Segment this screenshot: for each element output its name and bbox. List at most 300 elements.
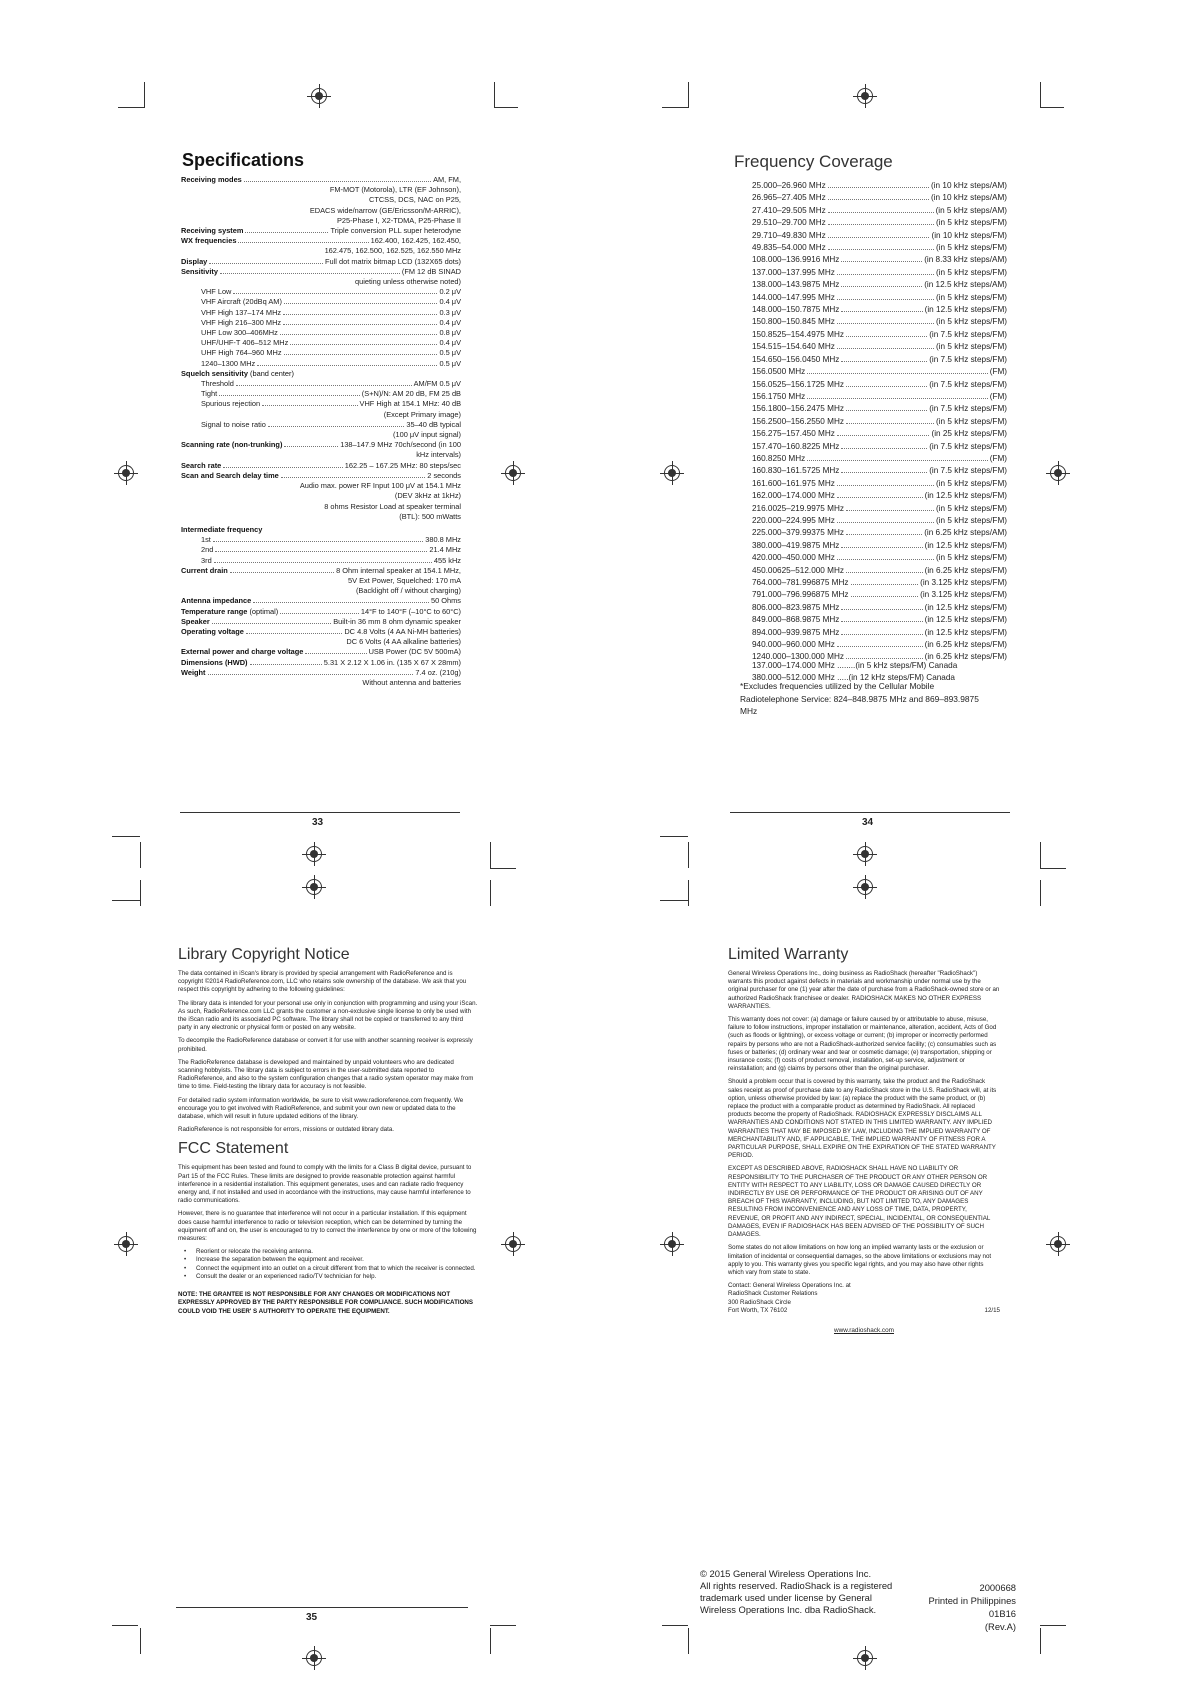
paragraph: RadioReference is not responsible for errors, missions or outdated library data. (178, 1126, 394, 1134)
spec-label: VHF High 137–174 MHz (201, 307, 282, 317)
dot-leader (245, 232, 328, 233)
dot-leader (846, 423, 934, 424)
dot-leader (212, 623, 331, 624)
registration-mark-icon (505, 1236, 521, 1252)
spec-continuation: 5V Ext Power, Squelched: 170 mA (348, 575, 461, 585)
dot-leader (841, 472, 927, 473)
crop-mark (140, 842, 141, 868)
spec-row (181, 369, 461, 379)
frequency-step: (in 5 kHz steps/FM) (936, 416, 1007, 426)
frequency-range: 148.000–150.7875 MHz (752, 305, 840, 315)
contact-line: RadioShack Customer Relations (728, 1290, 818, 1298)
frequency-row (752, 217, 1007, 229)
registration-mark-icon (311, 88, 327, 104)
frequency-row (752, 379, 1007, 391)
frequency-range: 144.000–147.995 MHz (752, 292, 835, 302)
spec-continuation: (BTL): 500 mWatts (399, 511, 461, 521)
spec-row (181, 257, 461, 267)
spec-label: WX frequencies (181, 236, 237, 246)
spec-label: 3rd (201, 555, 212, 565)
frequency-step: (in 25 kHz steps/FM) (931, 429, 1007, 439)
spec-continuation: CTCSS, DCS, NAC on P25, (368, 195, 461, 205)
frequency-step: (in 5 kHz steps/FM) (936, 218, 1007, 228)
frequency-step: (in 8.33 kHz steps/AM) (924, 255, 1007, 265)
frequency-range: 156.0500 MHz (752, 367, 806, 377)
frequency-range: 29.510–29.700 MHz (752, 218, 826, 228)
dot-leader (846, 336, 927, 337)
spec-value: DC 4.8 Volts (4 AA Ni-MH batteries) (344, 626, 461, 636)
fcc-body (178, 1164, 478, 1243)
spec-label: Search rate (181, 460, 222, 470)
frequency-range: 1240.000–1300.000 MHz (752, 652, 844, 662)
warranty-body (728, 970, 1000, 1277)
frequency-step: (in 12.5 kHz steps/FM) (924, 627, 1007, 637)
list-item: • Consult the dealer or an experienced radio/TV technician for help. (178, 1273, 478, 1281)
dot-leader (284, 354, 438, 355)
frequency-step: (in 5 kHz steps/FM) (936, 243, 1007, 253)
dot-leader (284, 303, 438, 304)
copyright-line: trademark used under license by General (700, 1592, 872, 1603)
frequency-row (752, 230, 1007, 242)
frequency-range: 150.8525–154.4975 MHz (752, 329, 844, 339)
dot-leader (851, 584, 919, 585)
dot-leader (305, 653, 366, 654)
frequency-range: 849.000–868.9875 MHz (752, 615, 840, 625)
print-info-line: 2000668 (979, 1582, 1016, 1593)
crop-mark (144, 82, 145, 108)
spec-label: Sensitivity (181, 266, 218, 276)
crop-mark (490, 1625, 516, 1626)
dot-leader (837, 299, 934, 300)
frequency-step: (in 10 kHz steps/AM) (931, 181, 1007, 190)
list-item: • Connect the equipment into an outlet on a circuit different from that to which the receiver is connected. (178, 1265, 478, 1273)
library-notice-column (178, 946, 478, 1316)
dot-leader (219, 395, 360, 396)
spec-row (181, 308, 461, 318)
frequency-range: 108.000–136.9916 MHz (752, 255, 840, 265)
frequency-step: (FM) (989, 391, 1007, 401)
spec-value: 380.8 MHz (425, 535, 461, 545)
frequency-range: 25.000–26.960 MHz (752, 181, 826, 190)
print-info (920, 1581, 1016, 1633)
spec-continuation: (Backlight off / without charging) (355, 586, 461, 596)
crop-mark (140, 1628, 141, 1654)
frequency-row (752, 329, 1007, 341)
spec-label: Intermediate frequency (181, 524, 263, 534)
spec-label: VHF Aircraft (20dBq AM) (201, 297, 282, 307)
spec-label-suffix: (band center) (247, 368, 294, 378)
spec-continuation: 8 ohms Resistor Load at speaker terminal (324, 501, 461, 511)
spec-value: 50 Ohms (431, 596, 461, 606)
spec-continuation: (Except Primary image) (383, 409, 461, 419)
canada-frequency-row: 137.000–174.000 MHz ........(in 5 kHz steps/FM) Canada (752, 661, 958, 670)
print-info-line: 01B16 (988, 1608, 1016, 1619)
frequency-step: (FM) (989, 453, 1007, 463)
crop-mark (688, 880, 689, 906)
spec-continuation: kHz intervals) (416, 450, 461, 460)
spec-row (181, 556, 461, 566)
spec-value: (S+N)/N: AM 20 dB, FM 25 dB (361, 389, 461, 399)
dot-leader (283, 324, 437, 325)
dot-leader (841, 286, 922, 287)
spec-row (181, 658, 461, 668)
spec-label: 1240–1300 MHz (201, 358, 256, 368)
registration-mark-icon (118, 465, 134, 481)
dot-leader (837, 522, 934, 523)
frequency-row (752, 180, 1007, 192)
dot-leader (246, 633, 343, 634)
spec-row (181, 287, 461, 297)
frequency-row (752, 589, 1007, 601)
frequency-range: 160.830–161.5725 MHz (752, 466, 840, 476)
frequency-step: (in 5 kHz steps/FM) (936, 342, 1007, 352)
frequency-row (752, 627, 1007, 639)
frequency-step: (in 7.5 kHz steps/FM) (929, 404, 1007, 414)
crop-mark (1040, 107, 1064, 108)
dot-leader (281, 477, 426, 478)
paragraph: For detailed radio system information worldwide, be sure to visit www.radioreference.com frequently. We encourage you to get involved with RadioReference, and submit your own new or updated data to the database, which will result in future updated editions of the library. (178, 1096, 464, 1121)
frequency-step: (in 10 kHz steps/FM) (931, 230, 1007, 240)
paragraph: This warranty does not cover: (a) damage or failure caused by or attributable to abuse, misuse, failure to follow instructions, improper installation or maintenance, alteration, accident, Acts of God (such as floods or lightning), or excess voltage or current; (b) improper or incorrectly performed repairs by persons who are not a RadioShack-authorized service facility; (c) consumables such as fuses or batteries; (d) ordinary wear and tear or cosmetic damage; (e) transportation, shipping or insurance costs; (f) costs of product removal, installation, set-up service, adjustment or reinstallation; and (g) claims by persons other than the original purchaser. (728, 1016, 997, 1073)
spec-row (181, 359, 461, 369)
frequency-range: 29.710–49.830 MHz (752, 230, 826, 240)
paragraph: Some states do not allow limitations on how long an implied warranty lasts or the exclusion or limitation of incidental or consequential damages, so the above limitations or exclusions may not apply to you. This warranty gives you specific legal rights, and you may also have other rights which vary from state to state. (728, 1244, 992, 1276)
spec-continuation: DC 6 Volts (4 AA alkaline batteries) (346, 637, 461, 647)
frequency-range: 160.8250 MHz (752, 453, 806, 463)
spec-value: 162.25 – 167.25 MHz: 80 steps/sec (344, 460, 461, 470)
spec-continuation: FM-MOT (Motorola), LTR (EF Johnson), (329, 185, 461, 195)
spec-label: Threshold (201, 379, 234, 389)
frequency-range: 157.470–160.8225 MHz (752, 441, 840, 451)
spec-row (181, 617, 461, 627)
list-item: • Increase the separation between the equipment and receiver. (178, 1256, 478, 1264)
crop-mark (660, 836, 688, 837)
frequency-range: 137.000–137.995 MHz (752, 267, 835, 277)
spec-row (181, 267, 461, 277)
frequency-row (752, 316, 1007, 328)
crop-mark (112, 1625, 138, 1626)
frequency-step: (in 6.25 kHz steps/FM) (924, 565, 1007, 575)
crop-mark (490, 880, 491, 906)
library-notice-title: Library Copyright Notice (178, 946, 350, 963)
copyright-line: Wireless Operations Inc. dba RadioShack. (700, 1604, 877, 1615)
frequency-row (752, 565, 1007, 577)
spec-row (181, 338, 461, 348)
spec-continuation: 162.475, 162.500, 162.525, 162.550 MHz (324, 246, 461, 256)
spec-value: 0.2 μV (439, 287, 461, 297)
frequency-range: 162.000–174.000 MHz (752, 491, 835, 501)
crop-mark (662, 1625, 688, 1626)
crop-mark (1040, 880, 1041, 906)
spec-value: 0.8 μV (439, 328, 461, 338)
dot-leader (837, 497, 923, 498)
spec-row (181, 328, 461, 338)
frequency-row (752, 540, 1007, 552)
page-title: Frequency Coverage (734, 152, 893, 171)
footnote: *Excludes frequencies utilized by the Cellular Mobile Radiotelephone Service: 824–848.9875 MHz and 869–893.9875 MHz (740, 681, 979, 717)
canada-frequency-row: 380.000–512.000 MHz .....(in 12 kHz steps/FM) Canada (752, 673, 955, 683)
frequency-range: 806.000–823.9875 MHz (752, 602, 840, 612)
crop-mark (688, 842, 689, 868)
list-item: • Reorient or relocate the receiving antenna. (178, 1248, 478, 1256)
spec-label: External power and charge voltage (181, 647, 304, 657)
footer-rule (176, 1607, 468, 1608)
frequency-row (752, 490, 1007, 502)
spec-row (181, 647, 461, 657)
page-number: 34 (862, 817, 874, 828)
fcc-measures-list (178, 1248, 478, 1281)
spec-value: Built-in 36 mm 8 ohm dynamic speaker (333, 616, 461, 626)
dot-leader (828, 199, 929, 200)
dot-leader (837, 435, 930, 436)
dot-leader (807, 373, 987, 374)
spec-value: AM, FM, (433, 175, 461, 184)
dot-leader (230, 572, 334, 573)
registration-mark-icon (664, 465, 680, 481)
frequency-step: (in 5 kHz steps/FM) (936, 478, 1007, 488)
dot-leader (213, 541, 423, 542)
warranty-column (728, 946, 1000, 1334)
spec-label: UHF High 764–960 MHz (201, 348, 282, 358)
spec-row (181, 226, 461, 236)
spec-row (181, 471, 461, 481)
dot-leader (828, 237, 930, 238)
registration-mark-icon (857, 1650, 873, 1666)
spec-row (181, 440, 461, 450)
spec-continuation: (100 μV input signal) (393, 430, 461, 440)
spec-value: 0.3 μV (439, 307, 461, 317)
frequency-row (752, 354, 1007, 366)
frequency-row (752, 614, 1007, 626)
spec-row (181, 461, 461, 471)
frequency-step: (in 7.5 kHz steps/FM) (929, 329, 1007, 339)
dot-leader (841, 448, 927, 449)
frequency-row (752, 403, 1007, 415)
frequency-row (752, 366, 1007, 378)
frequency-row (752, 205, 1007, 217)
spec-row (181, 668, 461, 678)
print-info-line: (Rev.A) (984, 1621, 1016, 1632)
dot-leader (841, 361, 927, 362)
dot-leader (837, 485, 934, 486)
dot-leader (233, 293, 437, 294)
crop-mark (112, 900, 140, 901)
frequency-range: 764.000–781.996875 MHz (752, 578, 849, 587)
frequency-row (752, 602, 1007, 614)
dot-leader (250, 664, 322, 665)
dot-leader (841, 621, 922, 622)
spec-value: 455 kHz (433, 555, 461, 565)
page-title: Specifications (182, 150, 305, 170)
crop-mark (490, 842, 491, 868)
dot-leader (220, 273, 400, 274)
crop-mark (112, 836, 140, 837)
spec-label: Display (181, 256, 208, 266)
dot-leader (828, 212, 934, 213)
footer-rule (180, 812, 460, 813)
crop-mark (1040, 1628, 1041, 1654)
spec-continuation: quieting unless otherwise noted) (355, 277, 461, 287)
spec-continuation: Without antenna and batteries (362, 677, 461, 687)
frequency-range: 154.515–154.640 MHz (752, 342, 835, 352)
dot-leader (268, 426, 404, 427)
frequency-step: (in 12.5 kHz steps/FM) (924, 602, 1007, 612)
contact-address (728, 1282, 1000, 1315)
spec-label: Operating voltage (181, 626, 244, 636)
spec-label: Current drain (181, 565, 228, 575)
crop-mark (490, 1628, 491, 1654)
frequency-range: 161.600–161.975 MHz (752, 478, 835, 488)
spec-value: 138–147.9 MHz 70ch/second (in 100 (340, 440, 461, 450)
spec-label: Tight (201, 389, 218, 399)
frequency-step: (in 6.25 kHz steps/AM) (924, 528, 1007, 538)
frequency-row (752, 304, 1007, 316)
spec-label: UHF Low 300–406MHz (201, 328, 278, 338)
paragraph: The RadioReference database is developed and maintained by unpaid volunteers who are dedicated scanning hobbyists. The library data is subject to errors in the user-submitted data reported to RadioReference, and also to the system configuration changes that a radio system operator may make from time to time. Field-testing the library data for accuracy is not feasible. (178, 1058, 474, 1091)
registration-mark-icon (306, 846, 322, 862)
spec-label: Receiving modes (181, 175, 242, 184)
frequency-range: 225.000–379.99375 MHz (752, 528, 844, 538)
spec-value: 2 seconds (427, 470, 461, 480)
frequency-row (752, 453, 1007, 465)
frequency-row (752, 341, 1007, 353)
spec-label: 2nd (201, 545, 214, 555)
spec-row (181, 566, 461, 576)
contact-line: 300 RadioShack Circle (728, 1298, 791, 1306)
spec-label: Squelch sensitivity (band center) (181, 368, 294, 378)
frequency-row (752, 428, 1007, 440)
copyright-line: © 2015 General Wireless Operations Inc. (700, 1568, 872, 1579)
crop-mark (688, 1628, 689, 1654)
frequency-step: (in 12.5 kHz steps/FM) (924, 615, 1007, 625)
frequency-step: (in 12.5 kHz steps/FM) (924, 305, 1007, 315)
frequency-row (752, 639, 1007, 651)
spec-label: 1st (201, 535, 211, 545)
frequency-step: (in 12.5 kHz steps/FM) (924, 491, 1007, 501)
frequency-range: 156.2500–156.2550 MHz (752, 416, 844, 426)
registration-mark-icon (664, 1236, 680, 1252)
frequency-range: 49.835–54.000 MHz (752, 243, 826, 253)
frequency-step: (in 7.5 kHz steps/FM) (929, 466, 1007, 476)
contact-line: Contact: General Wireless Operations Inc. at (728, 1282, 851, 1290)
spec-row (181, 318, 461, 328)
crop-mark (494, 107, 518, 108)
crop-mark (490, 868, 516, 869)
page-number: 33 (312, 817, 324, 828)
frequency-range: 894.000–939.9875 MHz (752, 627, 840, 637)
paragraph: The library data is intended for your personal use only in conjunction with programming and using your iScan. As such, RadioReference.com LLC grants the customer a non-exclusive single license to only be used with the iScan radio and its associated PC software. The library shall not be copied or transferred to any third party in any electronic or physical form or posted on any website. (178, 999, 478, 1032)
crop-mark (1040, 842, 1041, 868)
frequency-step: (in 12.5 kHz steps/FM) (924, 540, 1007, 550)
spec-row (181, 389, 461, 399)
spec-row (181, 348, 461, 358)
frequency-row (752, 292, 1007, 304)
dot-leader (209, 263, 323, 264)
frequency-step: (in 7.5 kHz steps/FM) (929, 441, 1007, 451)
frequency-row (752, 515, 1007, 527)
paragraph: This equipment has been tested and found to comply with the limits for a Class B digital device, pursuant to Part 15 of the FCC Rules. These limits are designed to provide reasonable protection against harmful interference in a residential installation. This equipment generates, uses and can radiate radio frequency energy and, if not installed and used in accordance with the instructions, may cause harmful interference to radio communications. (178, 1164, 472, 1205)
spec-value: 21.4 MHz (429, 545, 461, 555)
spec-continuation: P25-Phase I, X2-TDMA, P25-Phase II (336, 215, 461, 225)
spec-value: 0.4 μV (439, 297, 461, 307)
spec-row (181, 525, 461, 535)
website-link[interactable]: www.radioshack.com (833, 1326, 895, 1334)
dot-leader (837, 559, 934, 560)
dot-leader (846, 572, 923, 573)
dot-leader (837, 274, 934, 275)
spec-row (181, 545, 461, 555)
dot-leader (841, 634, 922, 635)
spec-value: 5.31 X 2.12 X 1.06 in. (135 X 67 X 28mm) (323, 657, 461, 667)
frequency-step: (in 6.25 kHz steps/FM) (924, 640, 1007, 650)
spec-row (181, 399, 461, 409)
spec-value: 14°F to 140°F (–10°C to 60°C) (360, 606, 461, 616)
spec-row (181, 627, 461, 637)
spec-label: Temperature range (optimal) (181, 606, 279, 616)
frequency-step: (FM) (989, 367, 1007, 377)
spec-label: Scan and Search delay time (181, 470, 279, 480)
spec-label: Signal to noise ratio (201, 419, 266, 429)
registration-mark-icon (118, 1236, 134, 1252)
contact-block (728, 1282, 1000, 1315)
dot-leader (290, 344, 437, 345)
dot-leader (837, 323, 934, 324)
crop-mark (1040, 1625, 1066, 1626)
page-number: 35 (306, 1612, 318, 1623)
spec-label: VHF Low (201, 287, 232, 297)
frequency-range: 380.000–419.9875 MHz (752, 540, 840, 550)
frequency-range: 220.000–224.995 MHz (752, 515, 835, 525)
dot-leader (807, 460, 987, 461)
spec-label: Spurious rejection (201, 399, 261, 409)
spec-value: Full dot matrix bitmap LCD (132X65 dots) (325, 256, 461, 266)
frequency-range: 216.0025–219.9975 MHz (752, 503, 844, 513)
dot-leader (284, 446, 338, 447)
spec-label: Dimensions (HWD) (181, 657, 248, 667)
frequency-range: 156.1800–156.2475 MHz (752, 404, 844, 414)
frequency-step: (in 5 kHz steps/FM) (936, 515, 1007, 525)
dot-leader (257, 365, 437, 366)
spec-label-suffix: (optimal) (247, 606, 279, 616)
spec-label: VHF High 216–300 MHz (201, 317, 282, 327)
spec-value: AM/FM 0.5 μV (413, 379, 461, 389)
frequency-row (752, 391, 1007, 403)
print-info-line: Printed in Philippines (928, 1595, 1016, 1606)
frequency-range: 138.000–143.9875 MHz (752, 280, 840, 290)
registration-mark-icon (1050, 465, 1066, 481)
spec-row (181, 607, 461, 617)
frequency-step: (in 3.125 kHz steps/FM) (920, 578, 1007, 587)
spec-value: VHF High at 154.1 MHz: 40 dB (359, 399, 461, 409)
frequency-range: 791.000–796.996875 MHz (752, 590, 849, 600)
frequency-row (752, 441, 1007, 453)
frequency-step: (in 5 kHz steps/FM) (936, 317, 1007, 327)
contact-line: Fort Worth, TX 76102 (728, 1306, 788, 1314)
registration-mark-icon (306, 1650, 322, 1666)
spec-row (181, 596, 461, 606)
registration-mark-icon (306, 879, 322, 895)
frequency-step: (in 12.5 kHz steps/AM) (924, 280, 1007, 290)
contact-date: 12/15 (984, 1306, 1000, 1314)
dot-leader (837, 348, 934, 349)
frequency-step: (in 5 kHz steps/FM) (936, 292, 1007, 302)
frequency-range: 154.650–156.0450 MHz (752, 354, 840, 364)
dot-leader (841, 261, 922, 262)
frequency-step: (in 10 kHz steps/AM) (931, 193, 1007, 203)
spec-value: 0.5 μV (439, 358, 461, 368)
dot-leader (828, 224, 934, 225)
registration-mark-icon (1050, 1236, 1066, 1252)
